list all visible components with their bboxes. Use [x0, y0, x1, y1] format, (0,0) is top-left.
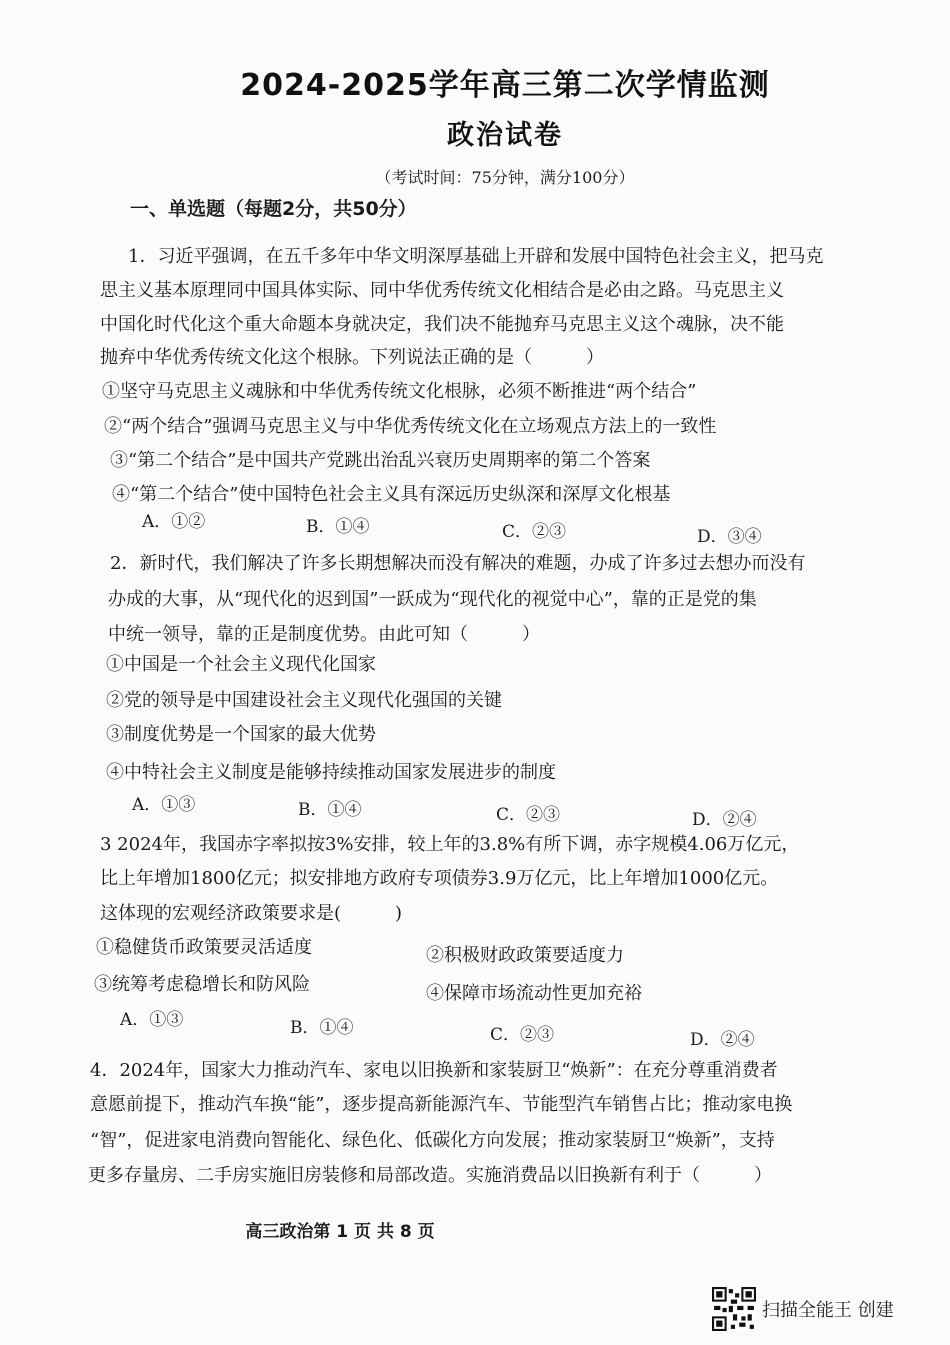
question-3-option-c[interactable]: C．②③	[490, 1025, 555, 1045]
scanner-watermark	[712, 1287, 894, 1331]
question-1-line: 中国化时代化这个重大命题本身就决定，我们决不能抛弃马克思主义这个魂脉，决不能	[100, 314, 784, 335]
question-2-statement: ①中国是一个社会主义现代化国家	[106, 654, 376, 675]
question-1-option-d[interactable]: D．③④	[697, 527, 762, 547]
question-1-option-a[interactable]: A．①②	[142, 512, 206, 532]
question-1-option-c[interactable]: C．②③	[502, 522, 567, 542]
question-4-line: “智”，促进家电消费向智能化、绿色化、低碳化方向发展；推动家装厨卫“焕新”，支持	[90, 1130, 775, 1151]
question-3-statement: ①稳健货币政策要灵活适度	[96, 937, 312, 958]
question-1-line: 1．习近平强调，在五千多年中华文明深厚基础上开辟和发展中国特色社会主义，把马克	[128, 246, 824, 267]
question-2-option-b[interactable]: B．①④	[298, 800, 362, 820]
section-heading: 一、单选题（每题2分，共50分）	[130, 198, 417, 220]
question-3-statement: ④保障市场流动性更加充裕	[426, 983, 642, 1004]
watermark-text: 扫描全能王 创建	[762, 1300, 894, 1321]
question-3-statement: ③统筹考虑稳增长和防风险	[94, 974, 310, 995]
question-2-option-d[interactable]: D．②④	[692, 810, 757, 830]
question-2-line: 中统一领导，靠的正是制度优势。由此可知（ ）	[108, 624, 540, 645]
question-4-line: 更多存量房、二手房实施旧房装修和局部改造。实施消费品以旧换新有利于（ ）	[88, 1165, 772, 1186]
question-3-statement: ②积极财政政策要适度力	[426, 945, 624, 966]
question-2-statement: ②党的领导是中国建设社会主义现代化强国的关键	[106, 690, 502, 711]
question-3-option-a[interactable]: A．①③	[120, 1010, 184, 1030]
exam-subtitle: 政治试卷	[447, 120, 563, 151]
question-2-option-a[interactable]: A．①③	[132, 795, 196, 815]
question-1-option-b[interactable]: B．①④	[306, 517, 370, 537]
question-1-statement: ①坚守马克思主义魂脉和中华优秀传统文化根脉，必须不断推进“两个结合”	[102, 381, 697, 402]
question-1-statement: ④“第二个结合”使中国特色社会主义具有深远历史纵深和深厚文化根基	[112, 484, 671, 505]
question-2-line: 办成的大事，从“现代化的迟到国”一跃成为“现代化的视觉中心”，靠的正是党的集	[108, 589, 757, 610]
question-3-line: 3 2024年，我国赤字率拟按3%安排，较上年的3.8%有所下调，赤字规模4.06万亿元，	[100, 834, 800, 855]
question-1-line: 抛弃中华优秀传统文化这个根脉。下列说法正确的是（ ）	[100, 347, 604, 368]
question-3-option-b[interactable]: B．①④	[290, 1018, 354, 1038]
question-1-statement: ③“第二个结合”是中国共产党跳出治乱兴衰历史周期率的第二个答案	[110, 450, 651, 471]
question-1-statement: ②“两个结合”强调马克思主义与中华优秀传统文化在立场观点方法上的一致性	[104, 416, 717, 437]
question-3-option-d[interactable]: D．②④	[690, 1030, 755, 1050]
question-1-line: 思主义基本原理同中国具体实际、同中华优秀传统文化相结合是必由之路。马克思主义	[100, 280, 784, 301]
question-3-line: 这体现的宏观经济政策要求是( )	[100, 903, 403, 924]
question-2-statement: ④中特社会主义制度是能够持续推动国家发展进步的制度	[106, 762, 556, 783]
question-3-line: 比上年增加1800亿元；拟安排地方政府专项债券3.9万亿元，比上年增加1000亿元。	[100, 868, 779, 889]
question-2-line: 2．新时代，我们解决了许多长期想解决而没有解决的难题，办成了许多过去想办而没有	[110, 553, 806, 574]
question-2-statement: ③制度优势是一个国家的最大优势	[106, 724, 376, 745]
exam-title: 2024-2025学年高三第二次学情监测	[240, 68, 770, 103]
page-footer: 高三政治第 1 页 共 8 页	[245, 1222, 435, 1242]
question-2-option-c[interactable]: C．②③	[496, 805, 561, 825]
question-4-line: 4．2024年，国家大力推动汽车、家电以旧换新和家装厨卫“焕新”：在充分尊重消费者	[90, 1060, 778, 1081]
qr-code-icon	[712, 1287, 756, 1331]
question-4-line: 意愿前提下，推动汽车换“能”，逐步提高新能源汽车、节能型汽车销售占比；推动家电换	[90, 1094, 793, 1115]
exam-info: （考试时间：75分钟，满分100分）	[375, 168, 635, 187]
